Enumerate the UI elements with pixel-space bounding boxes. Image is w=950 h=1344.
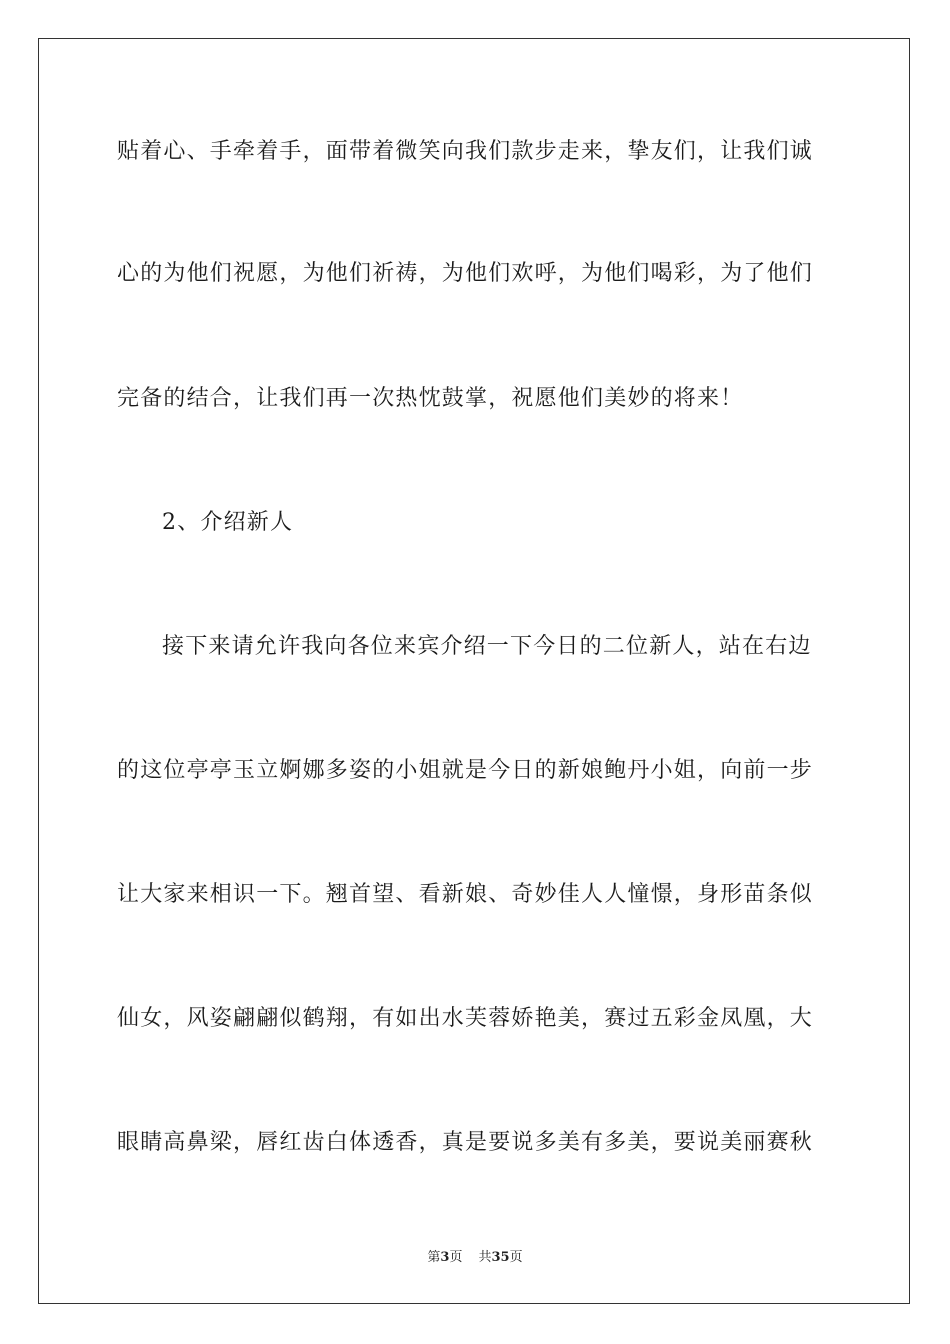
total-suffix: 页 [509, 1250, 523, 1265]
page-suffix: 页 [449, 1250, 463, 1265]
body-text-line-2: 心的为他们祝愿，为他们祈祷，为他们欢呼，为他们喝彩，为了他们 [117, 261, 814, 286]
current-page-number: 3 [440, 1250, 450, 1265]
total-prefix: 共 [478, 1250, 492, 1265]
page-prefix: 第 [427, 1250, 441, 1265]
body-text-line-8: 眼睛高鼻梁，唇红齿白体透香，真是要说多美有多美，要说美丽赛秋 [117, 1130, 814, 1155]
page-border [38, 38, 910, 1304]
body-text-line-5: 的这位亭亭玉立婀娜多姿的小姐就是今日的新娘鲍丹小姐，向前一步 [117, 758, 814, 783]
section-heading: 2、介绍新人 [162, 510, 294, 535]
total-page-count: 35 [491, 1250, 510, 1265]
body-text-line-1: 贴着心、手牵着手，面带着微笑向我们款步走来，挚友们，让我们诚 [117, 139, 814, 164]
body-text-line-4: 接下来请允许我向各位来宾介绍一下今日的二位新人，站在右边 [162, 634, 812, 659]
page-footer [0, 1249, 950, 1267]
body-text-line-3: 完备的结合，让我们再一次热忱鼓掌，祝愿他们美妙的将来！ [117, 386, 744, 411]
body-text-line-6: 让大家来相识一下。翘首望、看新娘、奇妙佳人人憧憬，身形苗条似 [117, 882, 814, 907]
body-text-line-7: 仙女，风姿翩翩似鹤翔，有如出水芙蓉娇艳美，赛过五彩金凤凰，大 [117, 1006, 814, 1031]
